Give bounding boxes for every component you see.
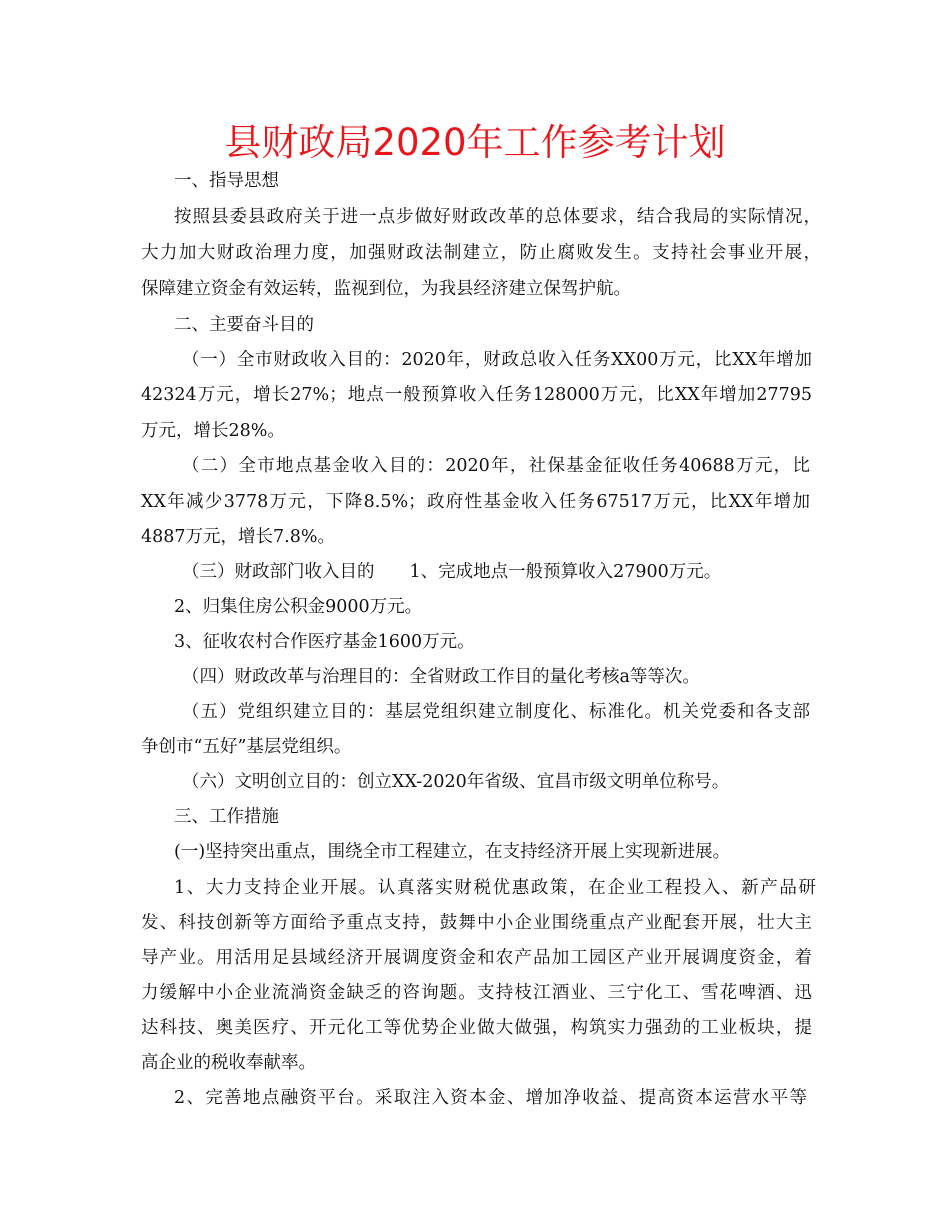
paragraph-line: （三）财政部门收入目的 1、完成地点一般预算收入27900万元。 — [182, 562, 722, 582]
paragraph-line: 万元，增长28%。 — [141, 421, 285, 441]
section-heading-main-goals: 二、主要奋斗目的 — [174, 315, 314, 335]
paragraph-line: 按照县委县政府关于进一点步做好财政改革的总体要求，结合我局的实际情况， — [174, 207, 821, 227]
paragraph-line: 1、大力支持企业开展。认真落实财税优惠政策，在企业工程投入、新产品研 — [174, 878, 816, 898]
paragraph-line: 3、征收农村合作医疗基金1600万元。 — [174, 632, 475, 652]
paragraph-line: （四）财政改革与治理目的：全省财政工作目的量化考核a等等次。 — [182, 667, 700, 687]
paragraph-line: 力缓解中小企业流淌资金缺乏的咨询题。支持枝江酒业、三宁化工、雪花啤酒、迅 — [141, 983, 812, 1003]
document-title: 县财政局2020年工作参考计划 — [224, 121, 726, 164]
paragraph-line: XX年减少3778万元，下降8.5%；政府性基金收入任务67517万元，比XX年增加 — [141, 492, 810, 512]
paragraph-line: 4887万元，增长7.8%。 — [141, 527, 335, 547]
paragraph-line: 2、归集住房公积金9000万元。 — [174, 597, 423, 617]
paragraph-line: （二）全市地点基金收入目的：2020年，社保基金征收任务40688万元，比 — [182, 456, 810, 476]
paragraph-line: 争创市“五好”基层党组织。 — [141, 737, 352, 757]
paragraph-line: 大力加大财政治理力度，加强财政法制建立，防止腐败发生。支持社会事业开展， — [141, 243, 821, 263]
paragraph-line: （一）全市财政收入目的：2020年，财政总收入任务XX00万元，比XX年增加 — [182, 350, 812, 370]
section-heading-work-measures: 三、工作措施 — [174, 807, 279, 827]
paragraph-line: 高企业的税收奉献率。 — [141, 1053, 316, 1073]
paragraph-line: （五）党组织建立目的：基层党组织建立制度化、标准化。机关党委和各支部 — [182, 702, 810, 722]
paragraph-line: 42324万元，增长27%；地点一般预算收入任务128000万元，比XX年增加27795 — [141, 385, 812, 405]
paragraph-line: (一)坚持突出重点，围绕全市工程建立，在支持经济开展上实现新进展。 — [174, 842, 731, 862]
paragraph-line: 导产业。用活用足县域经济开展调度资金和农产品加工园区产业开展调度资金，着 — [141, 948, 812, 968]
paragraph-line: 2、完善地点融资平台。采取注入资本金、增加净收益、提高资本运营水平等 — [174, 1088, 807, 1108]
section-heading-guiding-ideology: 一、指导思想 — [174, 171, 279, 191]
paragraph-line: 保障建立资金有效运转，监视到位，为我县经济建立保驾护航。 — [141, 279, 631, 299]
paragraph-line: 发、科技创新等方面给予重点支持，鼓舞中小企业围绕重点产业配套开展，壮大主 — [141, 913, 812, 933]
paragraph-line: （六）文明创立目的：创立XX-2020年省级、宜昌市级文明单位称号。 — [182, 772, 730, 792]
paragraph-line: 达科技、奥美医疗、开元化工等优势企业做大做强，构筑实力强劲的工业板块，提 — [141, 1018, 812, 1038]
